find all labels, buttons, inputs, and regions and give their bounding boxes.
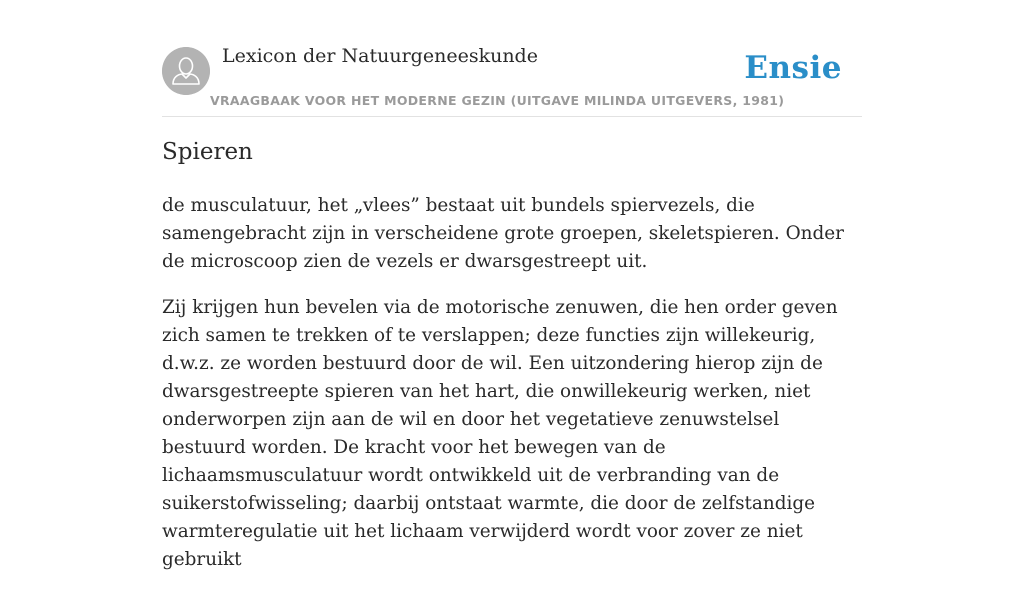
book-title[interactable]: Lexicon der Natuurgeneeskunde bbox=[222, 45, 538, 67]
entry-paragraph: de musculatuur, het „vlees” bestaat uit bundels spiervezels, die samengebracht zijn in verscheidene grote groepen, skeletspieren. Onder de microscoop zien de vezels er dwarsgestreept uit. bbox=[162, 195, 844, 272]
entry-body bbox=[162, 192, 862, 592]
entry-title: Spieren bbox=[162, 139, 253, 165]
book-header bbox=[162, 0, 862, 117]
book-subtitle: VRAAGBAAK VOOR HET MODERNE GEZIN (UITGAVE MILINDA UITGEVERS, 1981) bbox=[210, 93, 785, 108]
ensie-logo[interactable]: Ensie bbox=[744, 50, 842, 86]
entry-paragraph: Zij krijgen hun bevelen via de motorische zenuwen, die hen order geven zich samen te trekken of te verslappen; deze functies zijn willekeurig, d.w.z. ze worden bestuurd door de wil. Een uitzondering hierop zijn de dwarsgestreepte spieren van het hart, die onwillekeurig werken, niet onderworpen zijn aan de wil en door het vegetatieve zenuwstelsel bestuurd worden. De kracht voor het bewegen van de lichaamsmusculatuur wordt ontwikkeld uit de verbranding van de suikerstofwisseling; daarbij ontstaat warmte, die door de zelfstandige warmteregulatie uit het lichaam verwijderd wordt voor zover ze niet gebruikt bbox=[162, 297, 838, 570]
page-container bbox=[162, 0, 862, 570]
user-silhouette-icon[interactable] bbox=[162, 47, 210, 95]
